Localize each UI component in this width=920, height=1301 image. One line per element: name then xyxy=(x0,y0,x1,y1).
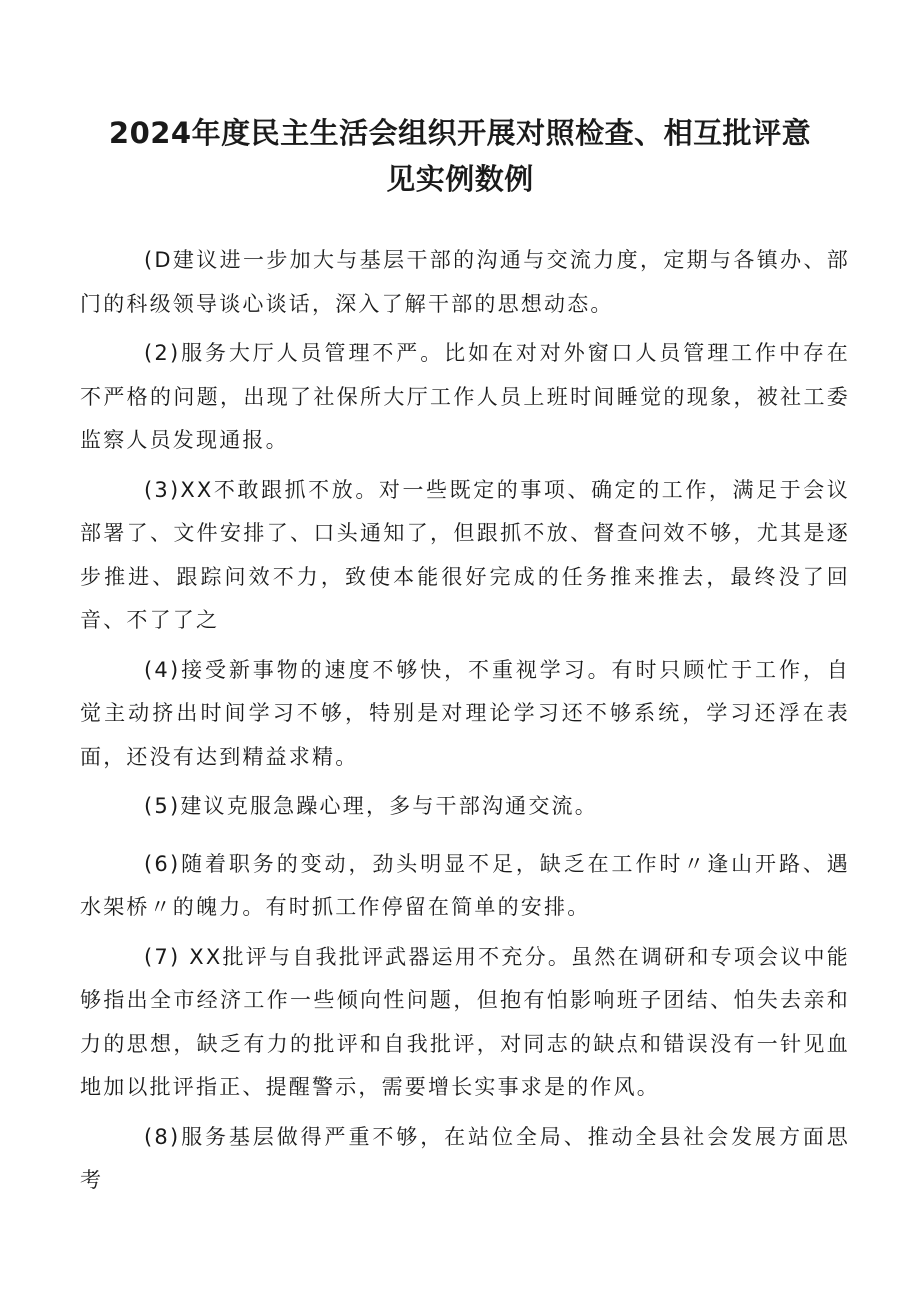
paragraph-7: (7) XX批评与自我批评武器运用不充分。虽然在调研和专项会议中能够指出全市经济工作一些倾向性问题，但抱有怕影响班子团结、怕失去亲和力的思想，缺乏有力的批评和自我批评，对同志的缺点和错误没有一针见血地加以批评指正、提醒警示，需要增长实事求是的作风。 xyxy=(80,944,850,1099)
paragraph-8: (8)服务基层做得严重不够，在站位全局、推动全县社会发展方面思考 xyxy=(80,1124,850,1192)
paragraph-4: (4)接受新事物的速度不够快，不重视学习。有时只顾忙于工作，自觉主动挤出时间学习不够，特别是对理论学习还不够系统，学习还浮在表面，还没有达到精益求精。 xyxy=(80,657,850,769)
title-line-2: 见实例数例 xyxy=(386,162,534,196)
document-title xyxy=(80,110,840,202)
document-body xyxy=(80,239,850,1203)
paragraph-3: (3)XX不敢跟抓不放。对一些既定的事项、确定的工作，满足于会议部署了、文件安排了、口头通知了，但跟抓不放、督查问效不够，尤其是逐步推进、跟踪问效不力，致使本能很好完成的任务推来推去，最终没了回音、不了了之 xyxy=(80,477,850,632)
paragraph-2: (2)服务大厅人员管理不严。比如在对对外窗口人员管理工作中存在不严格的问题，出现了社保所大厅工作人员上班时间睡觉的现象，被社工委监察人员发现通报。 xyxy=(80,341,850,452)
title-line-1: 2024年度民主生活会组织开展对照检查、相互批评意 xyxy=(108,116,812,150)
paragraph-6: (6)随着职务的变动，劲头明显不足，缺乏在工作时〃逢山开路、遇水架桥〃的魄力。有时抓工作停留在简单的安排。 xyxy=(80,851,850,919)
paragraph-5: (5)建议克服急躁心理，多与干部沟通交流。 xyxy=(144,794,598,818)
paragraph-1: (D建议进一步加大与基层干部的沟通与交流力度，定期与各镇办、部门的科级领导谈心谈话，深入了解干部的思想动态。 xyxy=(80,248,850,316)
